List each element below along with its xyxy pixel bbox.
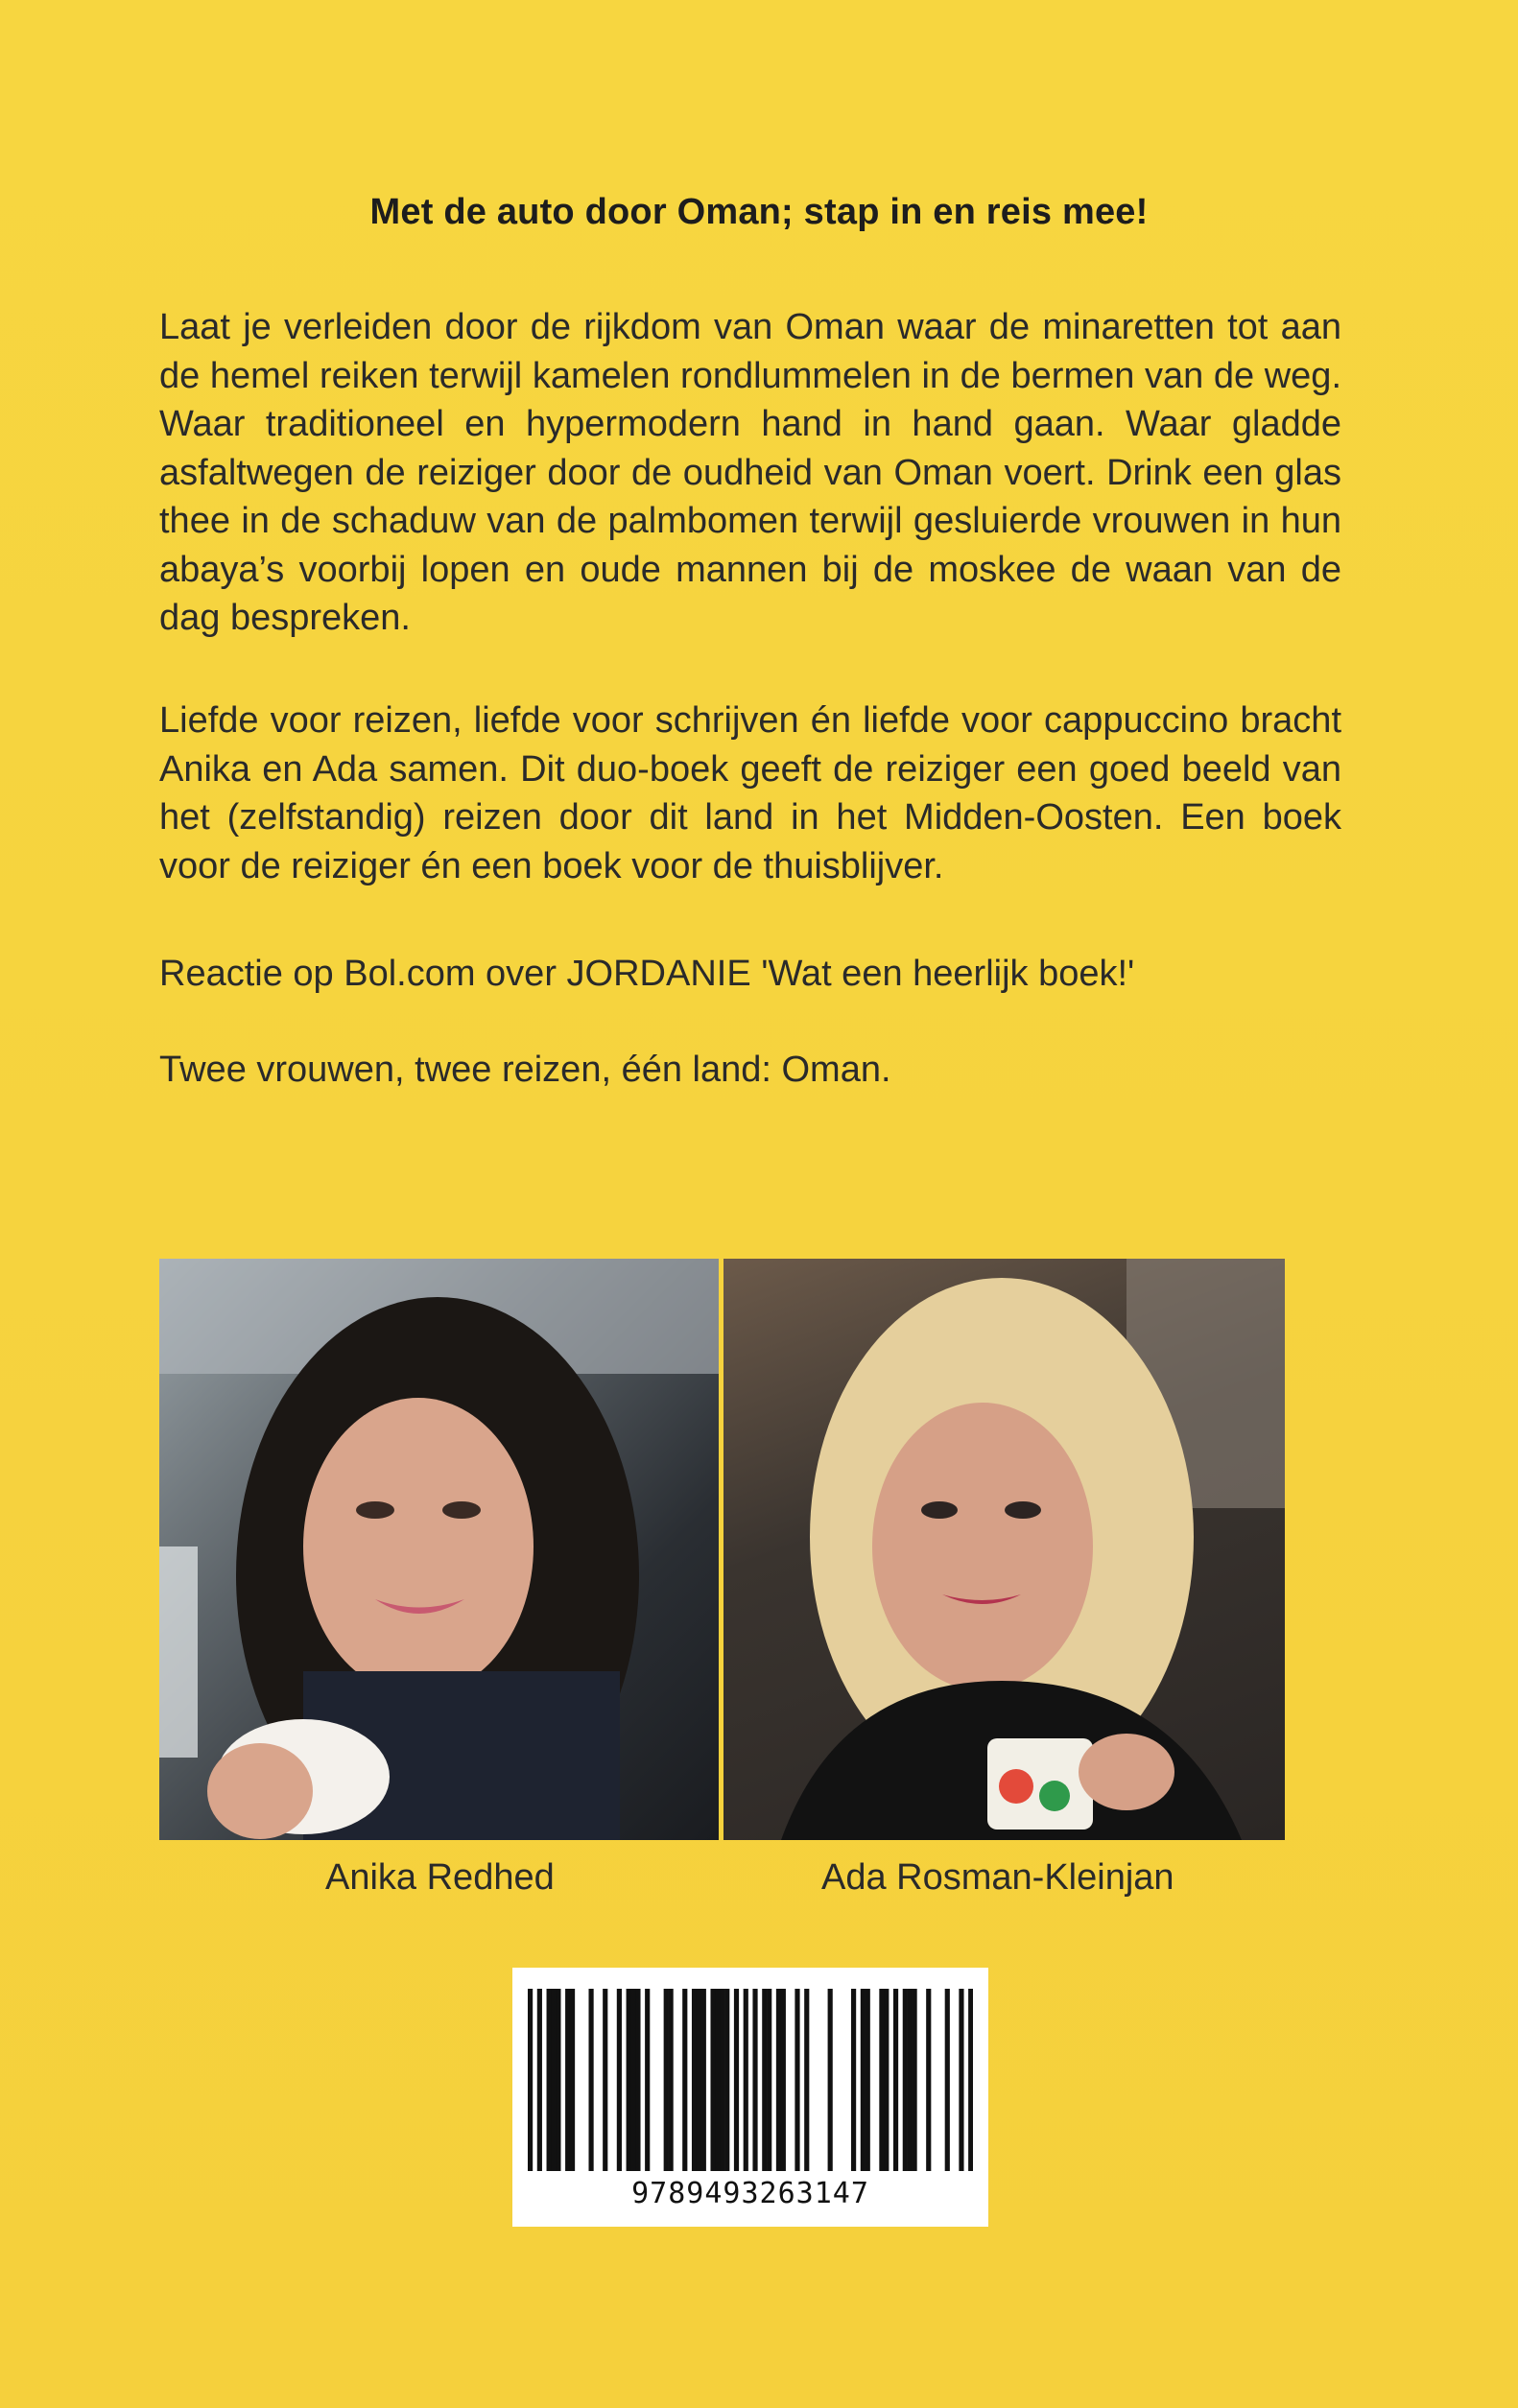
barcode-bar xyxy=(710,1989,715,2171)
barcode-bar xyxy=(664,1989,669,2171)
barcode-bar xyxy=(556,1989,560,2171)
barcode-bar xyxy=(565,1989,570,2171)
barcode-bar xyxy=(903,1989,908,2171)
caption-anika: Anika Redhed xyxy=(325,1857,555,1898)
barcode-bar xyxy=(913,1989,917,2171)
barcode-bar xyxy=(627,1989,631,2171)
caption-ada: Ada Rosman-Kleinjan xyxy=(821,1857,1174,1898)
barcode-bar xyxy=(866,1989,870,2171)
barcode-bar xyxy=(537,1989,542,2171)
barcode-bar xyxy=(884,1989,889,2171)
barcode-bar xyxy=(692,1989,697,2171)
barcode-bar xyxy=(959,1989,963,2171)
barcode-bar xyxy=(926,1989,931,2171)
barcode-bar xyxy=(945,1989,950,2171)
barcode-bar xyxy=(762,1989,767,2171)
barcode-bar xyxy=(630,1989,635,2171)
barcode-bar xyxy=(795,1989,799,2171)
author-photo-ada xyxy=(723,1259,1285,1840)
barcode-bar xyxy=(528,1989,533,2171)
barcode-bar xyxy=(551,1989,556,2171)
isbn-barcode xyxy=(512,1968,988,2227)
barcode-bar xyxy=(645,1989,650,2171)
barcode-bar xyxy=(752,1989,757,2171)
barcode-bar xyxy=(720,1989,724,2171)
barcode-bar xyxy=(781,1989,786,2171)
author-photo-anika xyxy=(159,1259,719,1840)
intro-paragraph: Laat je verleiden door de rijkdom van Oman waar de minaretten tot aan de hemel reiken terwijl kamelen rondlummelen in de bermen van de weg. Waar traditioneel en hypermodern hand in hand gaan. Waar gladde asfaltwegen de reiziger door de oudheid van Oman voert. Drink een glas thee in de schaduw van de palmbomen terwijl gesluierde vrouwen in hun abaya’s voorbij lopen en oude mannen bij de moskee de waan van de dag bespreken. xyxy=(159,307,1341,638)
barcode-bar xyxy=(635,1989,640,2171)
barcode-bar xyxy=(767,1989,771,2171)
barcode-bars xyxy=(528,1989,973,2171)
barcode-bar xyxy=(893,1989,898,2171)
barcode-bar xyxy=(828,1989,833,2171)
barcode-bar xyxy=(603,1989,607,2171)
barcode-bar xyxy=(908,1989,913,2171)
barcode-bar xyxy=(861,1989,866,2171)
isbn-number: 9789493263147 xyxy=(631,2177,869,2210)
barcode-bar xyxy=(804,1989,809,2171)
barcode-bar xyxy=(776,1989,781,2171)
barcode-bar xyxy=(547,1989,552,2171)
barcode-bar xyxy=(724,1989,729,2171)
closing-paragraph: Twee vrouwen, twee reizen, één land: Oman. xyxy=(159,1050,891,1090)
barcode-bar xyxy=(851,1989,856,2171)
barcode-bar xyxy=(744,1989,748,2171)
author-photos xyxy=(159,1259,1285,1840)
barcode-bar xyxy=(968,1989,973,2171)
review-paragraph: Reactie op Bol.com over JORDANIE 'Wat een heerlijk boek!' xyxy=(159,954,1135,994)
barcode-bar xyxy=(715,1989,720,2171)
tagline: Met de auto door Oman; stap in en reis mee! xyxy=(369,192,1149,232)
barcode-bar xyxy=(588,1989,593,2171)
barcode-bar xyxy=(734,1989,739,2171)
barcode-bar xyxy=(701,1989,706,2171)
barcode-bar xyxy=(617,1989,622,2171)
barcode-bar xyxy=(682,1989,687,2171)
barcode-bar xyxy=(697,1989,701,2171)
barcode-bar xyxy=(879,1989,884,2171)
barcode-bar xyxy=(669,1989,674,2171)
barcode-bar xyxy=(570,1989,575,2171)
authors-paragraph: Liefde voor reizen, liefde voor schrijven én liefde voor cappuccino bracht Anika en Ada samen. Dit duo-boek geeft de reiziger een goed beeld van het (zelfstandig) reizen door dit land in het Midden-Oosten. Een boek voor de reiziger én een boek voor de thuisblijver. xyxy=(159,700,1341,886)
